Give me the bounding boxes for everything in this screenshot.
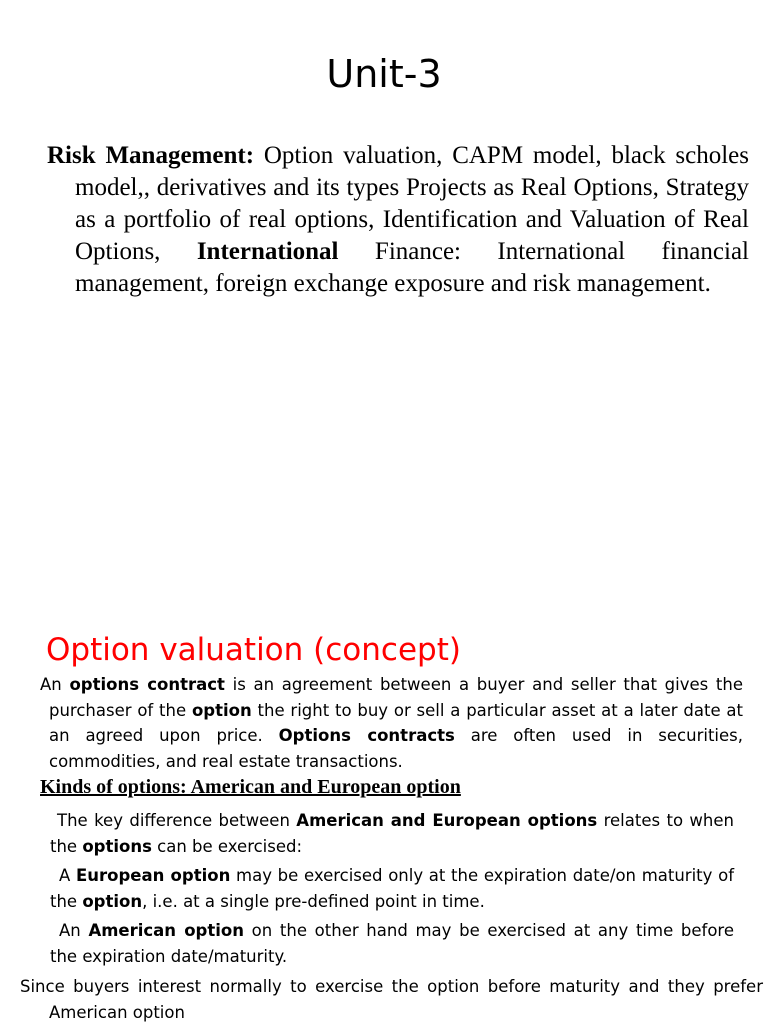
am-text-2: on the other hand may be exercised at any time before the expiration date/maturity. — [50, 921, 735, 966]
international-finance-topics: Finance: International financial management, foreign exchange exposure and risk management. — [75, 238, 749, 297]
option-valuation-title: Option valuation (concept) — [46, 632, 461, 668]
buyers-preference-paragraph: Since buyers interest normally to exercise the option before maturity and they prefer American option — [20, 977, 763, 1022]
kinds-of-options-heading: Kinds of options: American and European option — [40, 776, 461, 798]
risk-management-label: Risk Management: — [47, 142, 255, 169]
international-label: International — [196, 238, 339, 265]
unit-title: Unit-3 — [326, 52, 442, 96]
intro-bold-options-contracts: Options contracts — [278, 726, 455, 745]
intro-text-4: are often used in securities, commodities, and real estate transactions. — [49, 726, 743, 771]
key-text-3: can be exercised: — [151, 836, 303, 856]
key-text-2: relates to when the — [50, 811, 734, 856]
american-option-paragraph — [50, 918, 734, 969]
intro-text-2: is an agreement between a buyer and seller that gives the purchaser of the — [49, 675, 743, 720]
risk-management-topics: Option valuation, CAPM model, black scholes model,, derivatives and its types Projects as Real Options, Strategy as a portfolio of real options, Identification and Valuation of Real Options, — [75, 142, 749, 265]
intro-bold-option: option — [191, 700, 252, 720]
key-bold-options: options — [82, 836, 152, 856]
eu-bold-option: option — [82, 891, 143, 911]
european-option-paragraph — [50, 863, 734, 914]
key-difference-paragraph — [50, 808, 734, 859]
slide-unit-3 — [0, 0, 768, 512]
eu-text-2: may be exercised only at the expiration date/on maturity of the — [50, 866, 734, 911]
key-bold-american-european: American and European options — [296, 811, 598, 830]
am-bold-american-option: American option — [88, 921, 244, 940]
key-text-1: The key difference between — [57, 811, 297, 830]
intro-bold-options-contract: options contract — [69, 675, 225, 694]
eu-bold-european-option: European option — [75, 866, 231, 885]
eu-text-3: , i.e. at a single pre-defined point in time. — [142, 891, 485, 911]
syllabus-paragraph — [47, 140, 749, 300]
options-contract-paragraph — [40, 672, 743, 774]
intro-text-1: An — [40, 675, 70, 694]
intro-text-3: the right to buy or sell a particular asset at a later date at an agreed upon price. — [49, 700, 743, 745]
slide-option-valuation — [0, 512, 768, 1024]
am-text-1: An — [59, 921, 89, 940]
eu-text-1: A — [59, 866, 76, 885]
